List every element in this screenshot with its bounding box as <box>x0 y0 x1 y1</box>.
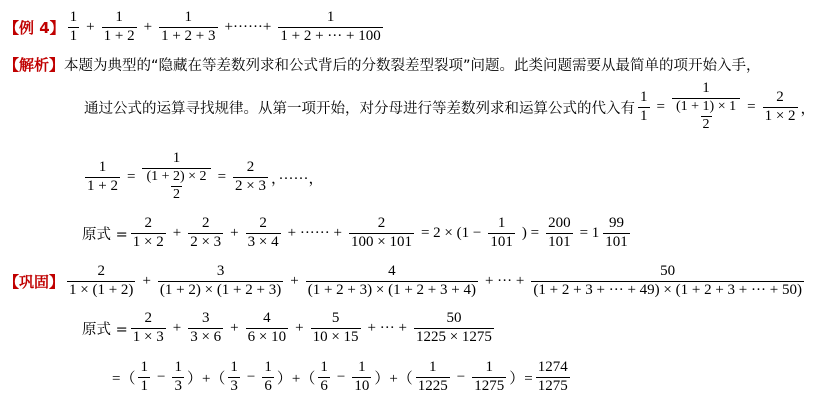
fraction-a3: $\frac{2}{1 \times 2}$ <box>764 88 796 124</box>
fraction-r6: $\frac{1}{10}$ <box>354 358 370 394</box>
fraction-a1: $\frac{1}{1}$ <box>640 88 648 124</box>
fraction-f3: $\frac{2}{3 \times 4}$ <box>247 214 279 250</box>
fraction-f5: $\frac{1}{101}$ <box>490 214 513 250</box>
fraction-g3: $\frac{4}{(1 + 2 + 3) \times (1 + 2 + 3 + 4)}$ <box>307 262 476 298</box>
fraction-g1: $\frac{2}{1 \times (1 + 2)}$ <box>69 262 134 298</box>
fraction-r8: $\frac{1}{1275}$ <box>474 358 505 394</box>
fraction-r5: $\frac{1}{6}$ <box>320 358 328 394</box>
solution-row-1: 原式 = $\frac{2}{1 \times 3}$ + $\frac{3}{3 \times 6}$ + $\frac{4}{6 \times 10}$ + $\frac{5}{10 \times 15}$ + ··· + $\frac{50}{1225 \times 1275}$ <box>82 309 492 345</box>
fraction-s1: $\frac{2}{1 \times 3}$ <box>132 309 164 345</box>
analysis-row-1 <box>4 54 761 74</box>
analysis-row-3: $\frac{1}{1 + 2}$ = $\frac{1}{\frac{(1 + 2) \times 2}{2}}$ = $\frac{2}{2 \times 3}$ ，······， <box>87 150 324 202</box>
fraction-g2: $\frac{3}{(1 + 2) \times (1 + 2 + 3)}$ <box>159 262 282 298</box>
example-tag: 【例 4】 <box>4 18 65 37</box>
fraction-r9: $\frac{1274}{1275}$ <box>537 358 568 394</box>
fraction-g4: $\frac{50}{(1 + 2 + 3 + \cdot\cdot\cdot + 49) \times (1 + 2 + 3 + \cdot\cdot\cdot + 50)}$ <box>533 262 802 298</box>
fraction-f6: $\frac{200}{101}$ <box>548 214 571 250</box>
fraction-b2: $\frac{1}{\frac{(1 + 2) \times 2}{2}}$ <box>142 151 210 202</box>
fraction-r2: $\frac{1}{3}$ <box>174 358 182 394</box>
fraction-r7: $\frac{1}{1225}$ <box>417 358 448 394</box>
original-label: 原式 = <box>82 226 128 243</box>
fraction-s5: $\frac{50}{1225 \times 1275}$ <box>415 309 492 345</box>
analysis-text-1: 本题为典型的“隐藏在等差数列求和公式背后的分数裂差型裂项”问题。此类问题需要从最简单的项开始入手， <box>64 57 761 74</box>
analysis-row-2: 通过公式的运算寻找规律。从第一项开始，对分母进行等差数列求和运算公式的代入有 $\frac{1}{1}$ = $\frac{1}{\frac{(1 + 1) \times 1}{2}}$ = $\frac{2}{1 \times 2}$ ， <box>84 80 816 132</box>
fraction-r3: $\frac{1}{3}$ <box>230 358 238 394</box>
example-row: 【例 4】 $\frac{1}{1}$ + $\frac{1}{1 + 2}$ + $\frac{1}{1 + 2 + 3}$ +······+ $\frac{1}{1 + 2 + \cdot\cdot\cdot + 100}$ <box>4 8 381 44</box>
fraction-term-3: $\frac{1}{1 + 2 + 3}$ <box>161 8 216 44</box>
fraction-r4: $\frac{1}{6}$ <box>264 358 272 394</box>
analysis-text-2: 通过公式的运算寻找规律。从第一项开始，对分母进行等差数列求和运算公式的代入有 <box>84 100 635 117</box>
fraction-b1: $\frac{1}{1 + 2}$ <box>87 158 118 194</box>
fraction-f4: $\frac{2}{100 \times 101}$ <box>351 214 412 250</box>
consolidate-tag: 【巩固】 <box>4 272 65 291</box>
fraction-f2: $\frac{2}{2 \times 3}$ <box>190 214 222 250</box>
fraction-s3: $\frac{4}{6 \times 10}$ <box>247 309 287 345</box>
fraction-a2: $\frac{1}{\frac{(1 + 1) \times 1}{2}}$ <box>672 81 740 132</box>
fraction-term-2: $\frac{1}{1 + 2}$ <box>103 8 135 44</box>
fraction-f7: $\frac{99}{101}$ <box>605 214 628 250</box>
analysis-tag: 【解析】 <box>4 55 65 74</box>
fraction-s2: $\frac{3}{3 \times 6}$ <box>190 309 222 345</box>
fraction-b3: $\frac{2}{2 \times 3}$ <box>235 158 266 194</box>
fraction-s4: $\frac{5}{10 \times 15}$ <box>312 309 359 345</box>
fraction-term-1: $\frac{1}{1}$ <box>69 8 78 44</box>
fraction-term-4: $\frac{1}{1 + 2 + \cdot\cdot\cdot + 100}$ <box>280 8 381 44</box>
solution-row-2: =（ $\frac{1}{1}$ − $\frac{1}{3}$ ）+（ $\frac{1}{3}$ − $\frac{1}{6}$ ）+（ $\frac{1}{6}$ − $\frac{1}{10}$ ）+（ $\frac{1}{1225}$ − $\frac{1}{1275}$ ）= $\frac{1274}{1275}$ <box>112 358 568 394</box>
consolidate-row: 【巩固】 $\frac{2}{1 \times (1 + 2)}$ + $\frac{3}{(1 + 2) \times (1 + 2 + 3)}$ + $\frac{4}{(1 + 2 + 3) \times (1 + 2 + 3 + 4)}$ + ··· + $\frac{50}{(1 + 2 + 3 + \cdot\cdot\cdot + 49) \times (1 + 2 + 3 + \cdot\cdot\cdot + 50)}$ <box>4 262 802 298</box>
original-row: 原式 = $\frac{2}{1 \times 2}$ + $\frac{2}{2 \times 3}$ + $\frac{2}{3 \times 4}$ + ······ + $\frac{2}{100 \times 101}$ = 2 × (1 − $\frac{1}{101}$ ) = $\frac{200}{101}$ = 1 $\frac{99}{101}$ <box>82 214 628 250</box>
fraction-r1: $\frac{1}{1}$ <box>140 358 148 394</box>
solution-label: 原式 = <box>82 321 128 338</box>
fraction-f1: $\frac{2}{1 \times 2}$ <box>132 214 164 250</box>
